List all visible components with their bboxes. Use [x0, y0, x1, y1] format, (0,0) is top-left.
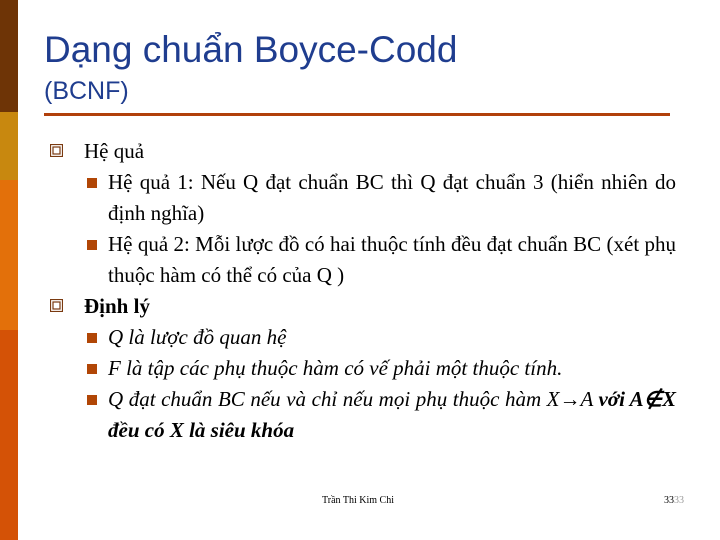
page-number-ghost: 33	[674, 495, 684, 506]
square-bullet-icon	[87, 364, 97, 374]
bullet-1	[48, 136, 676, 167]
bullet-2-sub-1-text: Q là lược đồ quan hệ	[108, 325, 287, 349]
bullet-1-sub-2-text: Hệ quả 2: Mỗi lược đồ có hai thuộc tính đều đạt chuẩn BC (xét phụ thuộc hàm có thể có của Q )	[108, 232, 676, 287]
square-bullet-icon	[87, 395, 97, 405]
bullet-1-sub-2	[48, 229, 676, 291]
bullet-2-sub-3-text-a: Q đạt chuẩn BC nếu và chỉ nếu mọi phụ thuộc hàm X→A	[108, 387, 599, 411]
square-bullet-icon	[87, 178, 97, 188]
bullet-2-sub-2	[48, 353, 676, 384]
bullet-2-label: Định lý	[84, 294, 150, 318]
slide-body	[48, 136, 676, 446]
left-decor-bar	[0, 0, 18, 540]
title-sub: (BCNF)	[44, 77, 129, 105]
page-number-value: 33	[664, 495, 674, 506]
decor-segment-2	[0, 112, 18, 180]
decor-segment-3	[0, 180, 18, 330]
bullet-2-sub-1	[48, 322, 676, 353]
title-main: Dạng chuẩn Boyce-Codd	[44, 29, 458, 70]
bullet-2-sub-2-text: F là tập các phụ thuộc hàm có vế phải một thuộc tính.	[108, 356, 563, 380]
bullet-2	[48, 291, 676, 322]
not-element-of-symbol: ∉	[643, 387, 662, 411]
bullet-1-label: Hệ quả	[84, 139, 145, 163]
decor-segment-1	[0, 0, 18, 112]
page-number	[664, 495, 684, 506]
bullet-2-sub-3-text-c: X đều có X là siêu khóa	[108, 387, 676, 442]
footer-author: Trần Thi Kim Chi	[322, 495, 394, 506]
square-bullet-icon	[87, 240, 97, 250]
bullet-1-sub-1-text: Hệ quả 1: Nếu Q đạt chuẩn BC thì Q đạt chuẩn 3 (hiển nhiên do định nghĩa)	[108, 170, 676, 225]
bullet-1-sub-1	[48, 167, 676, 229]
bullet-2-sub-3-text-b: với A	[598, 387, 644, 411]
hollow-square-bullet-icon	[50, 299, 63, 312]
bullet-2-sub-3	[48, 384, 676, 446]
hollow-square-bullet-icon	[50, 144, 63, 157]
title-divider	[44, 113, 670, 116]
decor-segment-4	[0, 330, 18, 540]
square-bullet-icon	[87, 333, 97, 343]
slide-title	[44, 28, 457, 108]
